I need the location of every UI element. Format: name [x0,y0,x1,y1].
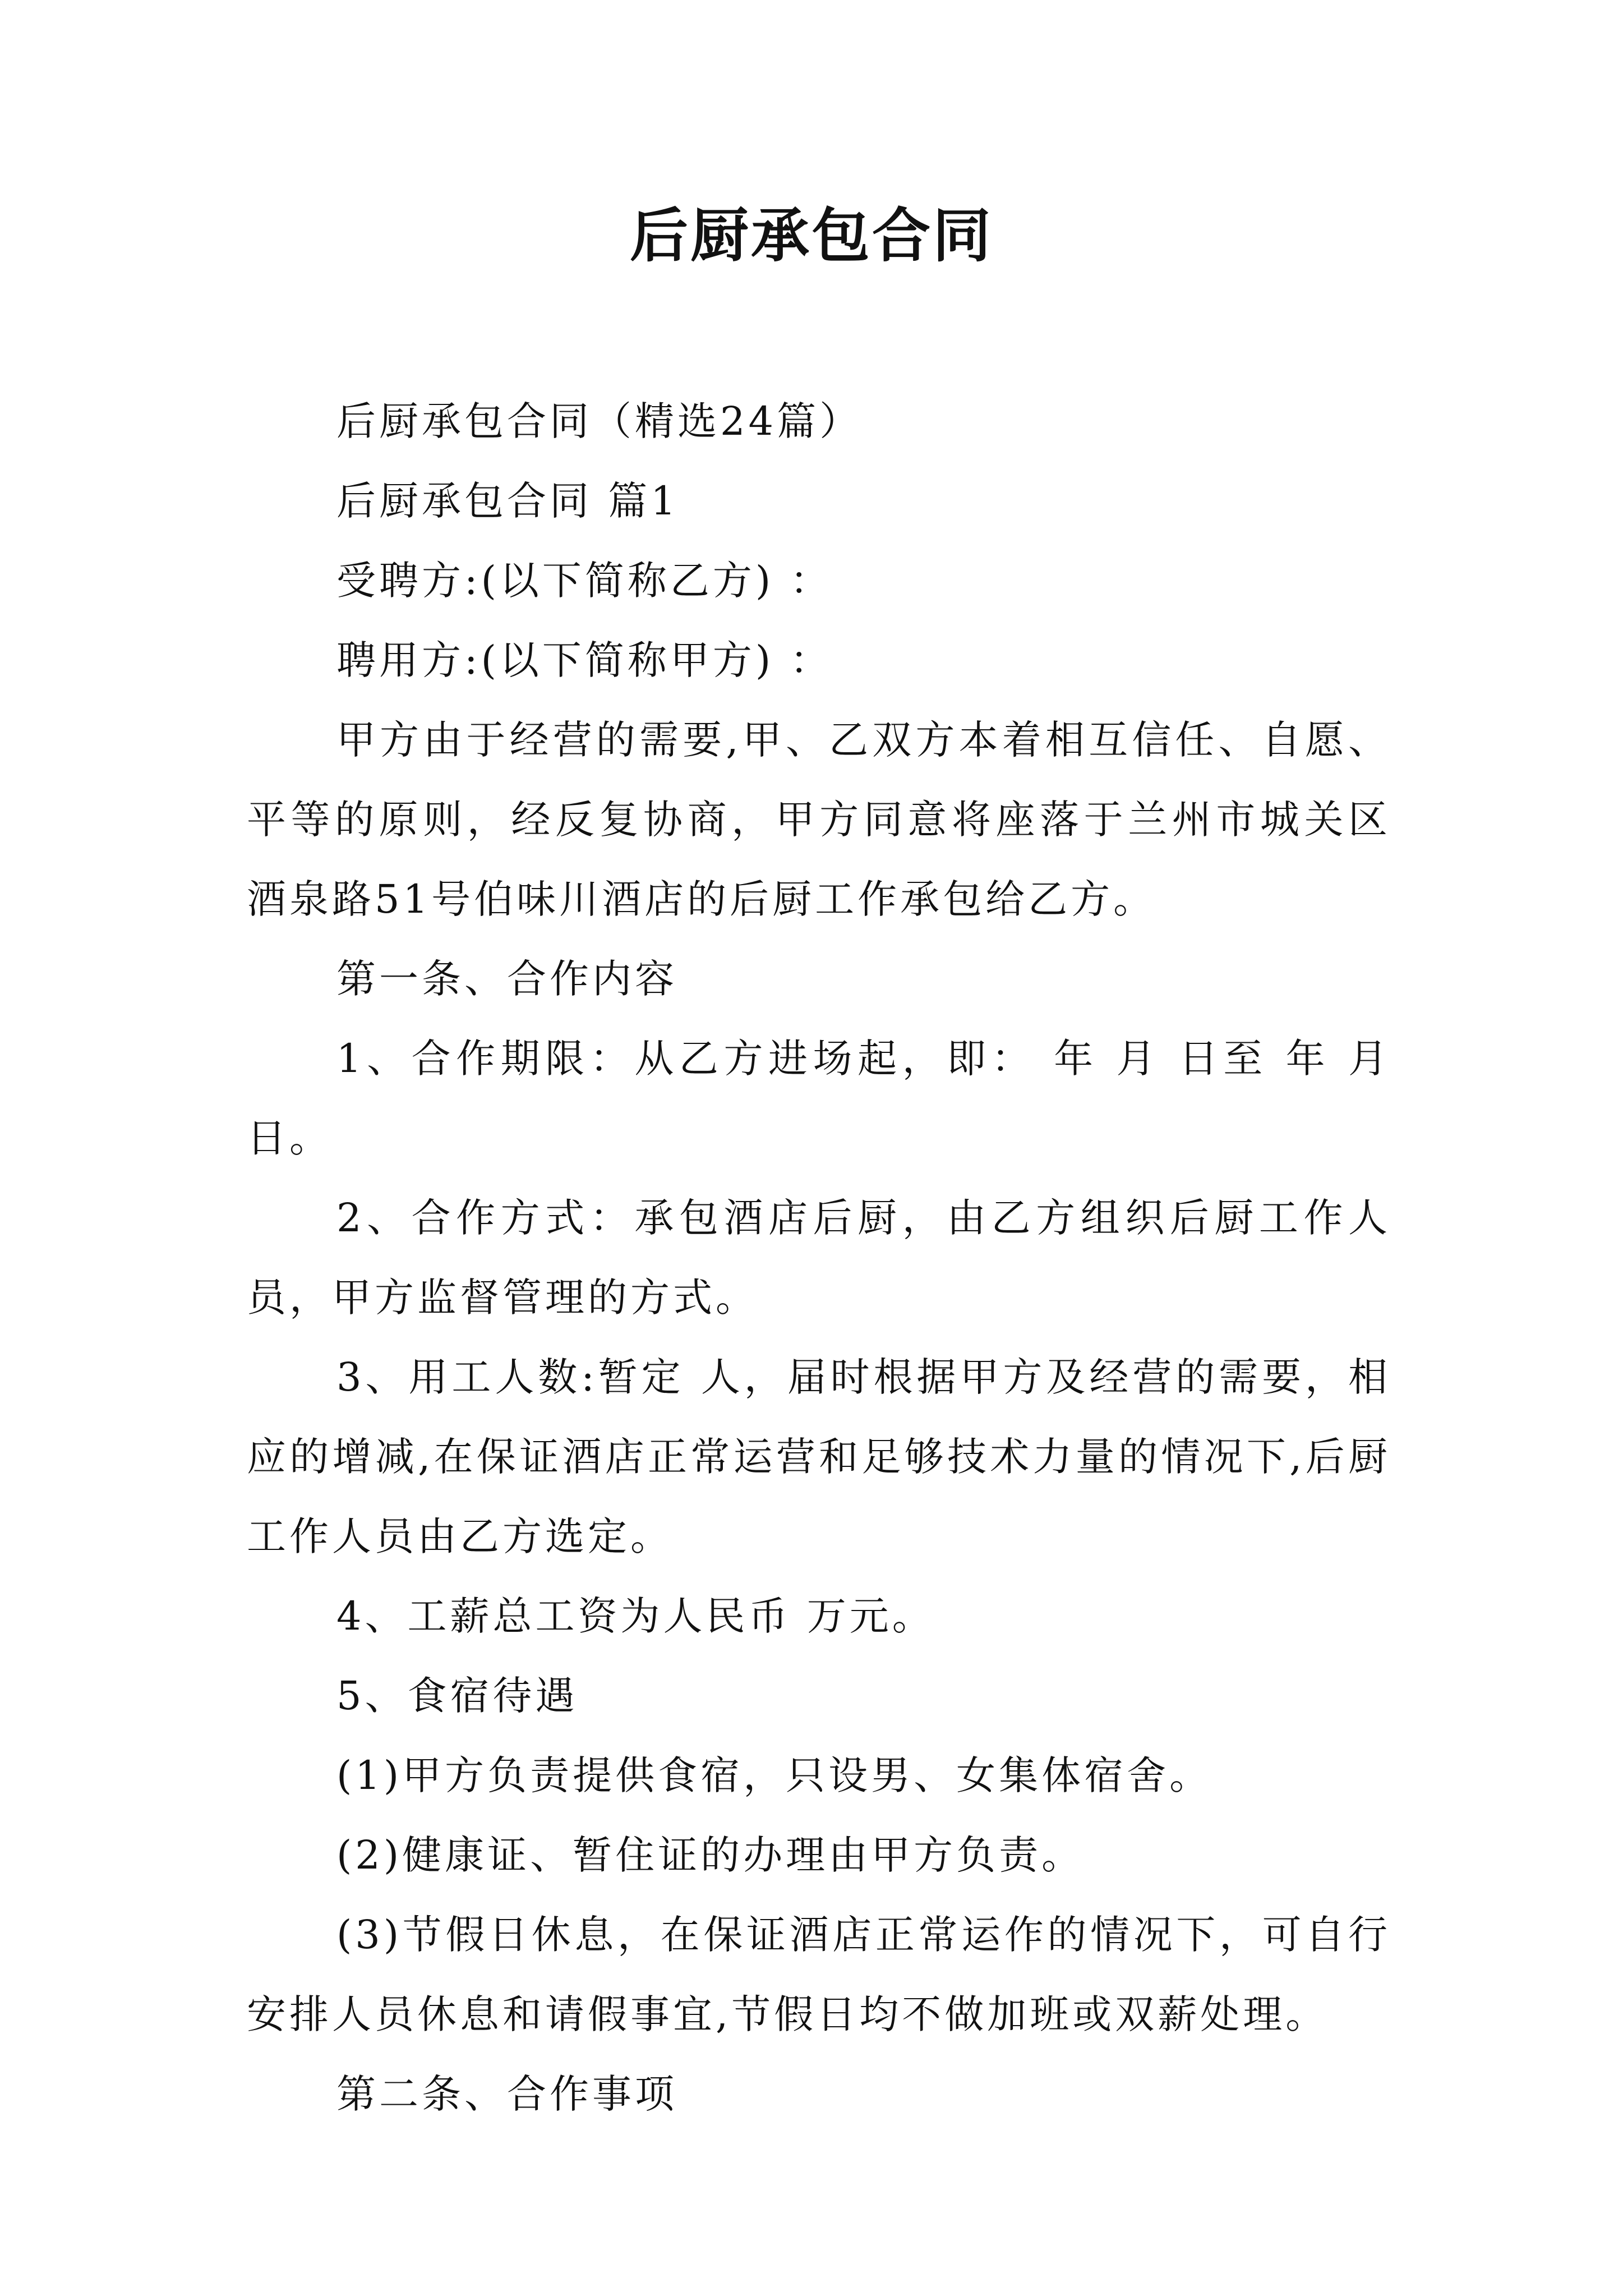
document-title: 后厨承包合同 [629,201,993,270]
paragraph-article-1-heading: 第一条、合作内容 [336,956,677,1002]
document-body [247,381,1391,2134]
paragraph-item-1: (1)甲方负责提供食宿，只设男、女集体宿舍。 [336,1752,1212,1798]
paragraph-method: 2、合作方式：承包酒店后厨，由乙方组织后厨工作人员，甲方监督管理的方式。 [247,1195,1391,1320]
paragraph-party-b: 受聘方:(以下简称乙方) ： [336,558,833,604]
paragraph-item-2: (2)健康证、暂住证的办理由甲方负责。 [336,1832,1085,1878]
paragraph-party-a: 聘用方:(以下简称甲方) ： [336,637,833,683]
paragraph-subtitle: 后厨承包合同（精选24篇） [336,398,863,444]
paragraph-preamble: 甲方由于经营的需要,甲、乙双方本着相互信任、自愿、平等的原则，经反复协商，甲方同意将座落于兰州市城关区酒泉路51号伯味川酒店的后厨工作承包给乙方。 [247,717,1391,922]
paragraph-article-2-heading: 第二条、合作事项 [336,2071,677,2117]
paragraph-salary: 4、工薪总工资为人民币 万元。 [336,1593,935,1639]
paragraph-term: 1、合作期限：从乙方进场起，即： 年 月 日至 年 月 日。 [247,1036,1391,1161]
paragraph-chapter-heading: 后厨承包合同 篇1 [336,478,679,524]
paragraph-staffing: 3、用工人数:暂定 人，届时根据甲方及经营的需要，相应的增减,在保证酒店正常运营和足够技术力量的情况下,后厨工作人员由乙方选定。 [247,1354,1391,1559]
paragraph-board-lodging: 5、食宿待遇 [336,1673,578,1719]
paragraph-item-3: (3)节假日休息，在保证酒店正常运作的情况下，可自行安排人员休息和请假事宜,节假日均不做加班或双薪处理。 [247,1912,1391,2037]
